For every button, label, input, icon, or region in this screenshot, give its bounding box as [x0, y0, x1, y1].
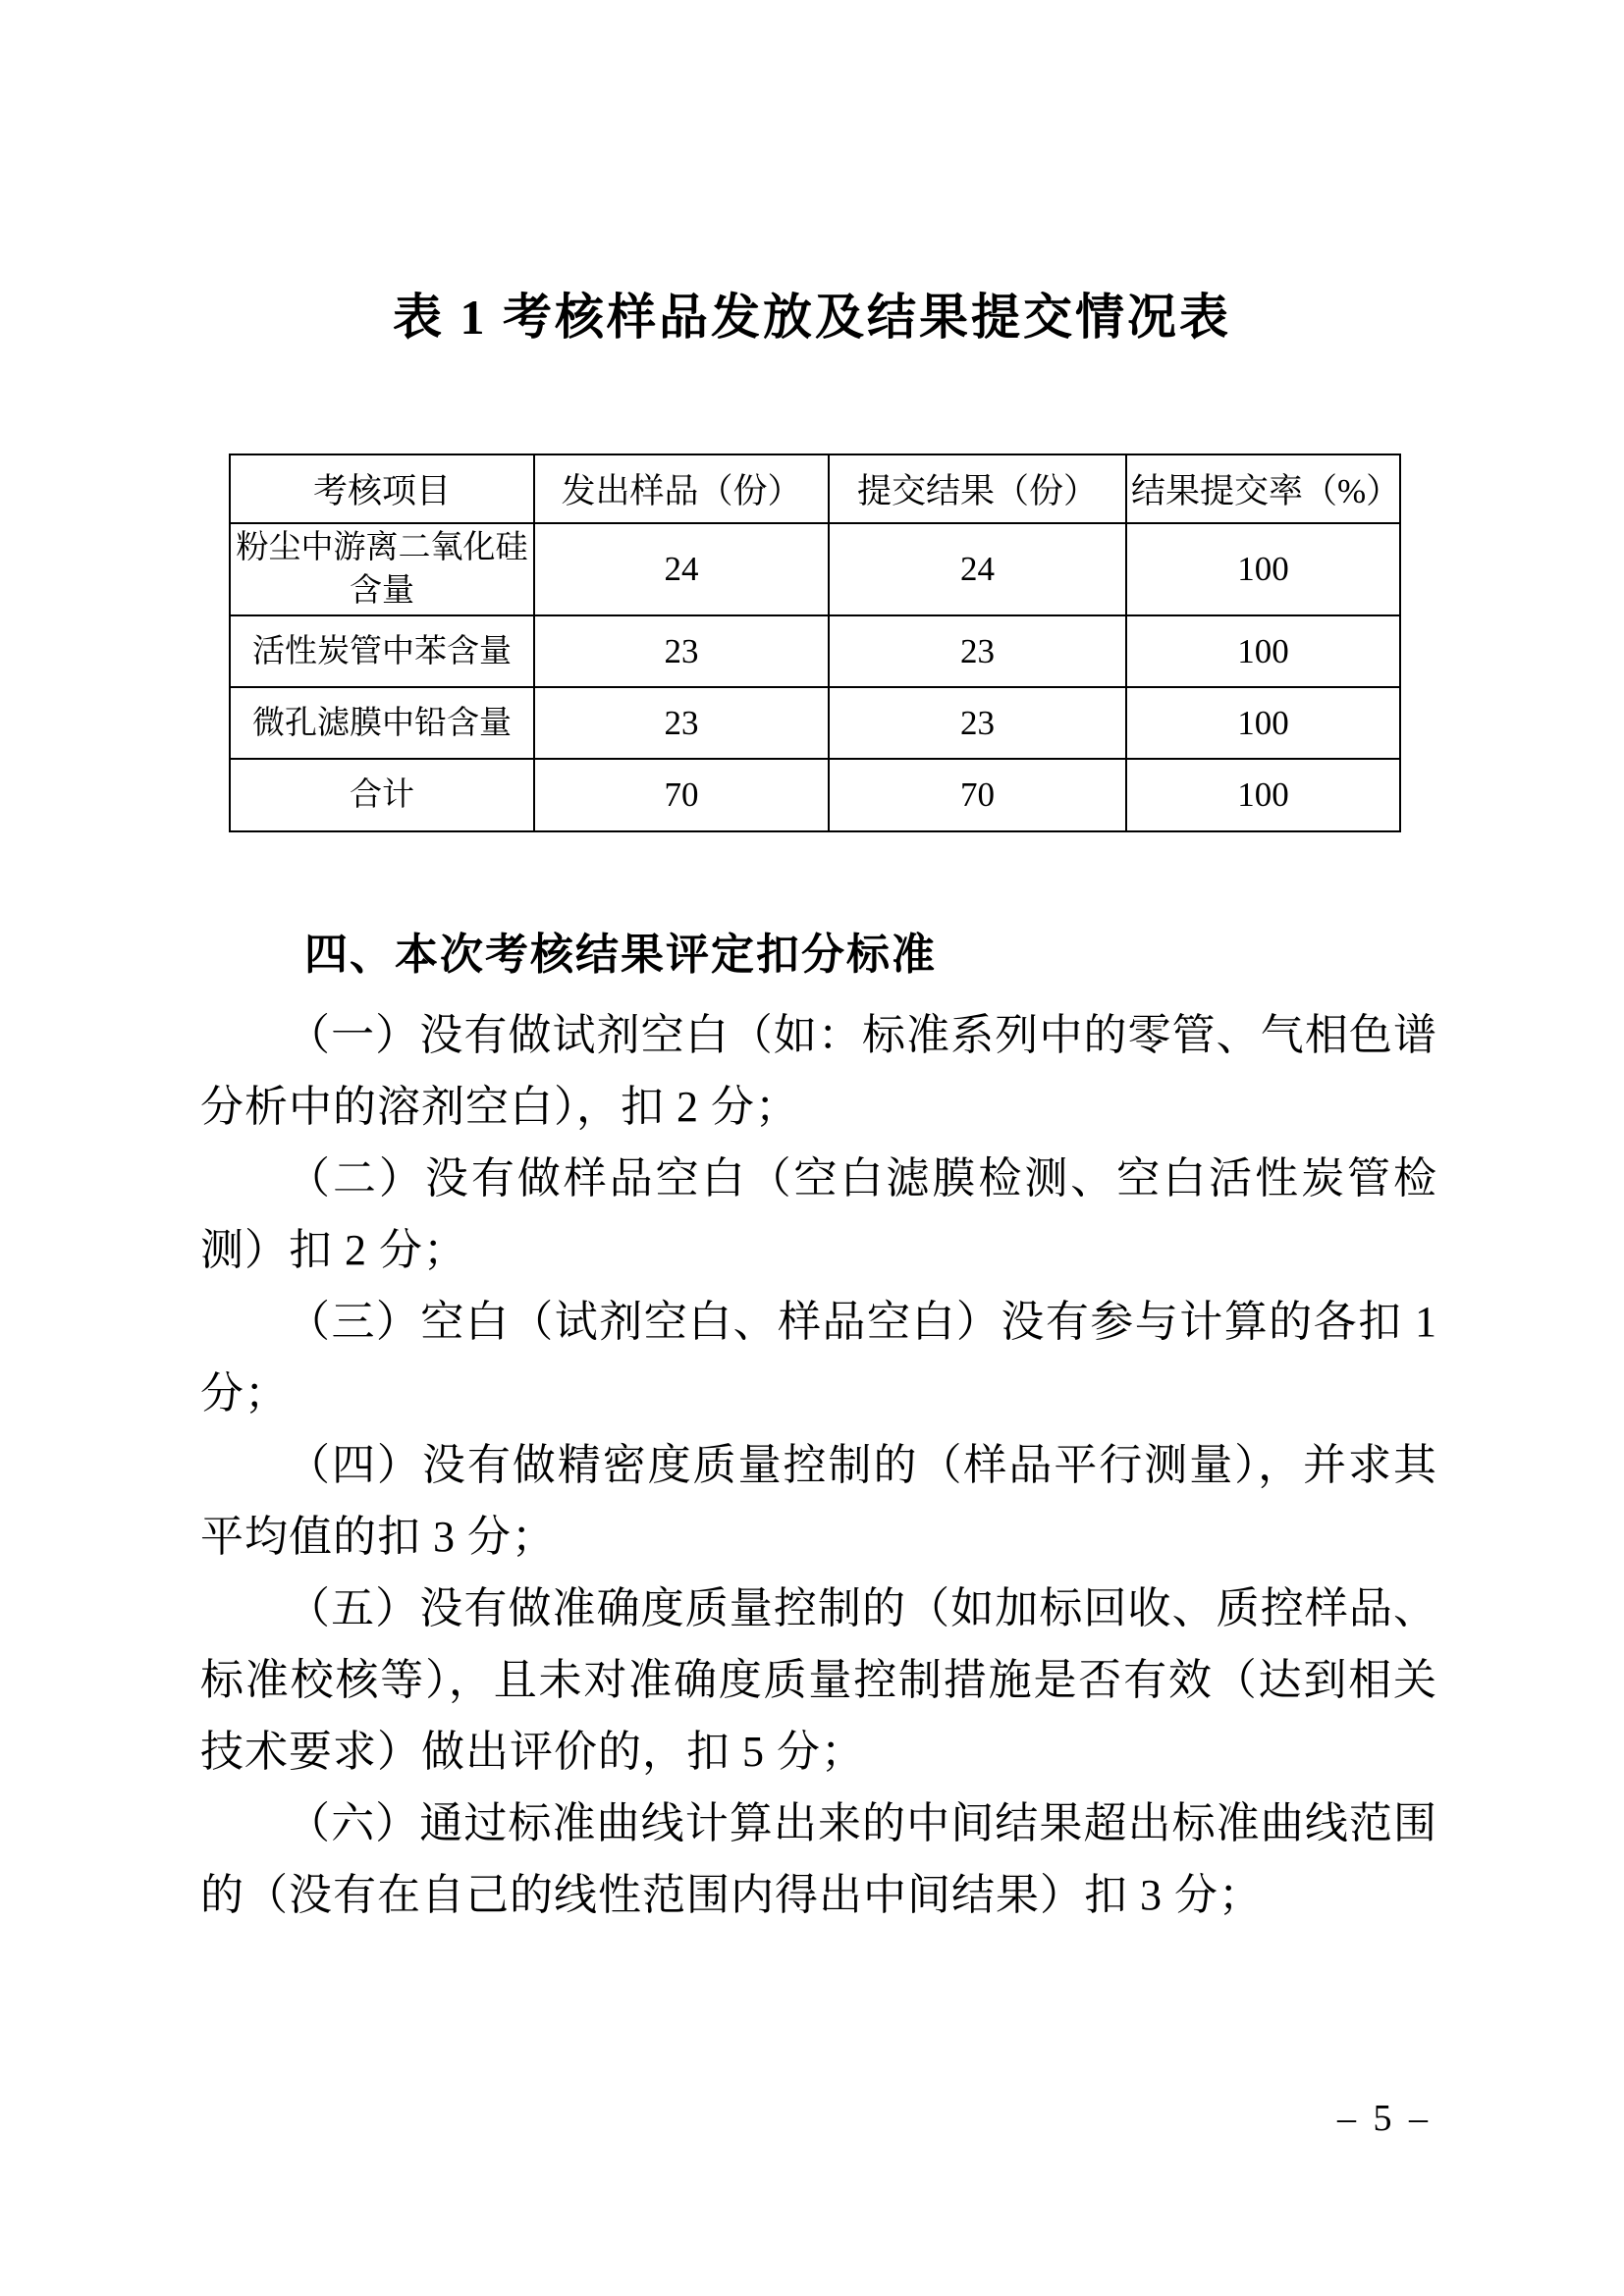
paragraph-rule-5: （五）没有做准确度质量控制的（如加标回收、质控样品、标准校核等），且未对准确度质量控制措施是否有效（达到相关技术要求）做出评价的，扣 5 分；: [200, 1584, 1437, 1776]
table-header-submission-rate: 结果提交率（%）: [1126, 454, 1400, 523]
page-number: – 5 –: [1337, 2098, 1432, 2139]
paragraph-rule-6: （六）通过标准曲线计算出来的中间结果超出标准曲线范围的（没有在自己的线性范围内得出中间结果）扣 3 分；: [200, 1799, 1437, 1919]
table-cell-item: 合计: [230, 759, 534, 831]
table-header-item: 考核项目: [230, 454, 534, 523]
table-cell-submitted: 23: [829, 615, 1126, 687]
table-cell-rate: 100: [1126, 615, 1400, 687]
table-header-row: [230, 454, 1400, 523]
section-heading: 四、本次考核结果评定扣分标准: [304, 931, 937, 979]
table-cell-submitted: 23: [829, 687, 1126, 759]
table-cell-rate: 100: [1126, 523, 1400, 615]
table-row-total: [230, 759, 1400, 831]
table-header-results-submitted: 提交结果（份）: [829, 454, 1126, 523]
table-cell-item: 活性炭管中苯含量: [230, 615, 534, 687]
paragraph-rule-2: （二）没有做样品空白（空白滤膜检测、空白活性炭管检测）扣 2 分；: [200, 1154, 1437, 1274]
section-body: [200, 999, 1437, 1931]
table-cell-sent: 24: [534, 523, 829, 615]
table-row: [230, 523, 1400, 615]
page-title: 表 1 考核样品发放及结果提交情况表: [393, 290, 1231, 345]
table-cell-sent: 23: [534, 615, 829, 687]
table-row: [230, 687, 1400, 759]
table-row: [230, 615, 1400, 687]
table-cell-rate: 100: [1126, 759, 1400, 831]
table-cell-sent: 23: [534, 687, 829, 759]
paragraph-rule-4: （四）没有做精密度质量控制的（样品平行测量），并求其平均值的扣 3 分；: [200, 1441, 1437, 1561]
paragraph-rule-1: （一）没有做试剂空白（如：标准系列中的零管、气相色谱分析中的溶剂空白），扣 2 分；: [200, 1011, 1437, 1131]
paragraph-rule-3: （三）空白（试剂空白、样品空白）没有参与计算的各扣 1 分；: [200, 1298, 1437, 1417]
table-cell-item: 微孔滤膜中铅含量: [230, 687, 534, 759]
table-cell-sent: 70: [534, 759, 829, 831]
table-cell-item: 粉尘中游离二氧化硅含量: [230, 523, 534, 615]
sample-distribution-table: [229, 454, 1401, 832]
table-cell-rate: 100: [1126, 687, 1400, 759]
table-cell-submitted: 24: [829, 523, 1126, 615]
table-header-samples-sent: 发出样品（份）: [534, 454, 829, 523]
table-cell-submitted: 70: [829, 759, 1126, 831]
